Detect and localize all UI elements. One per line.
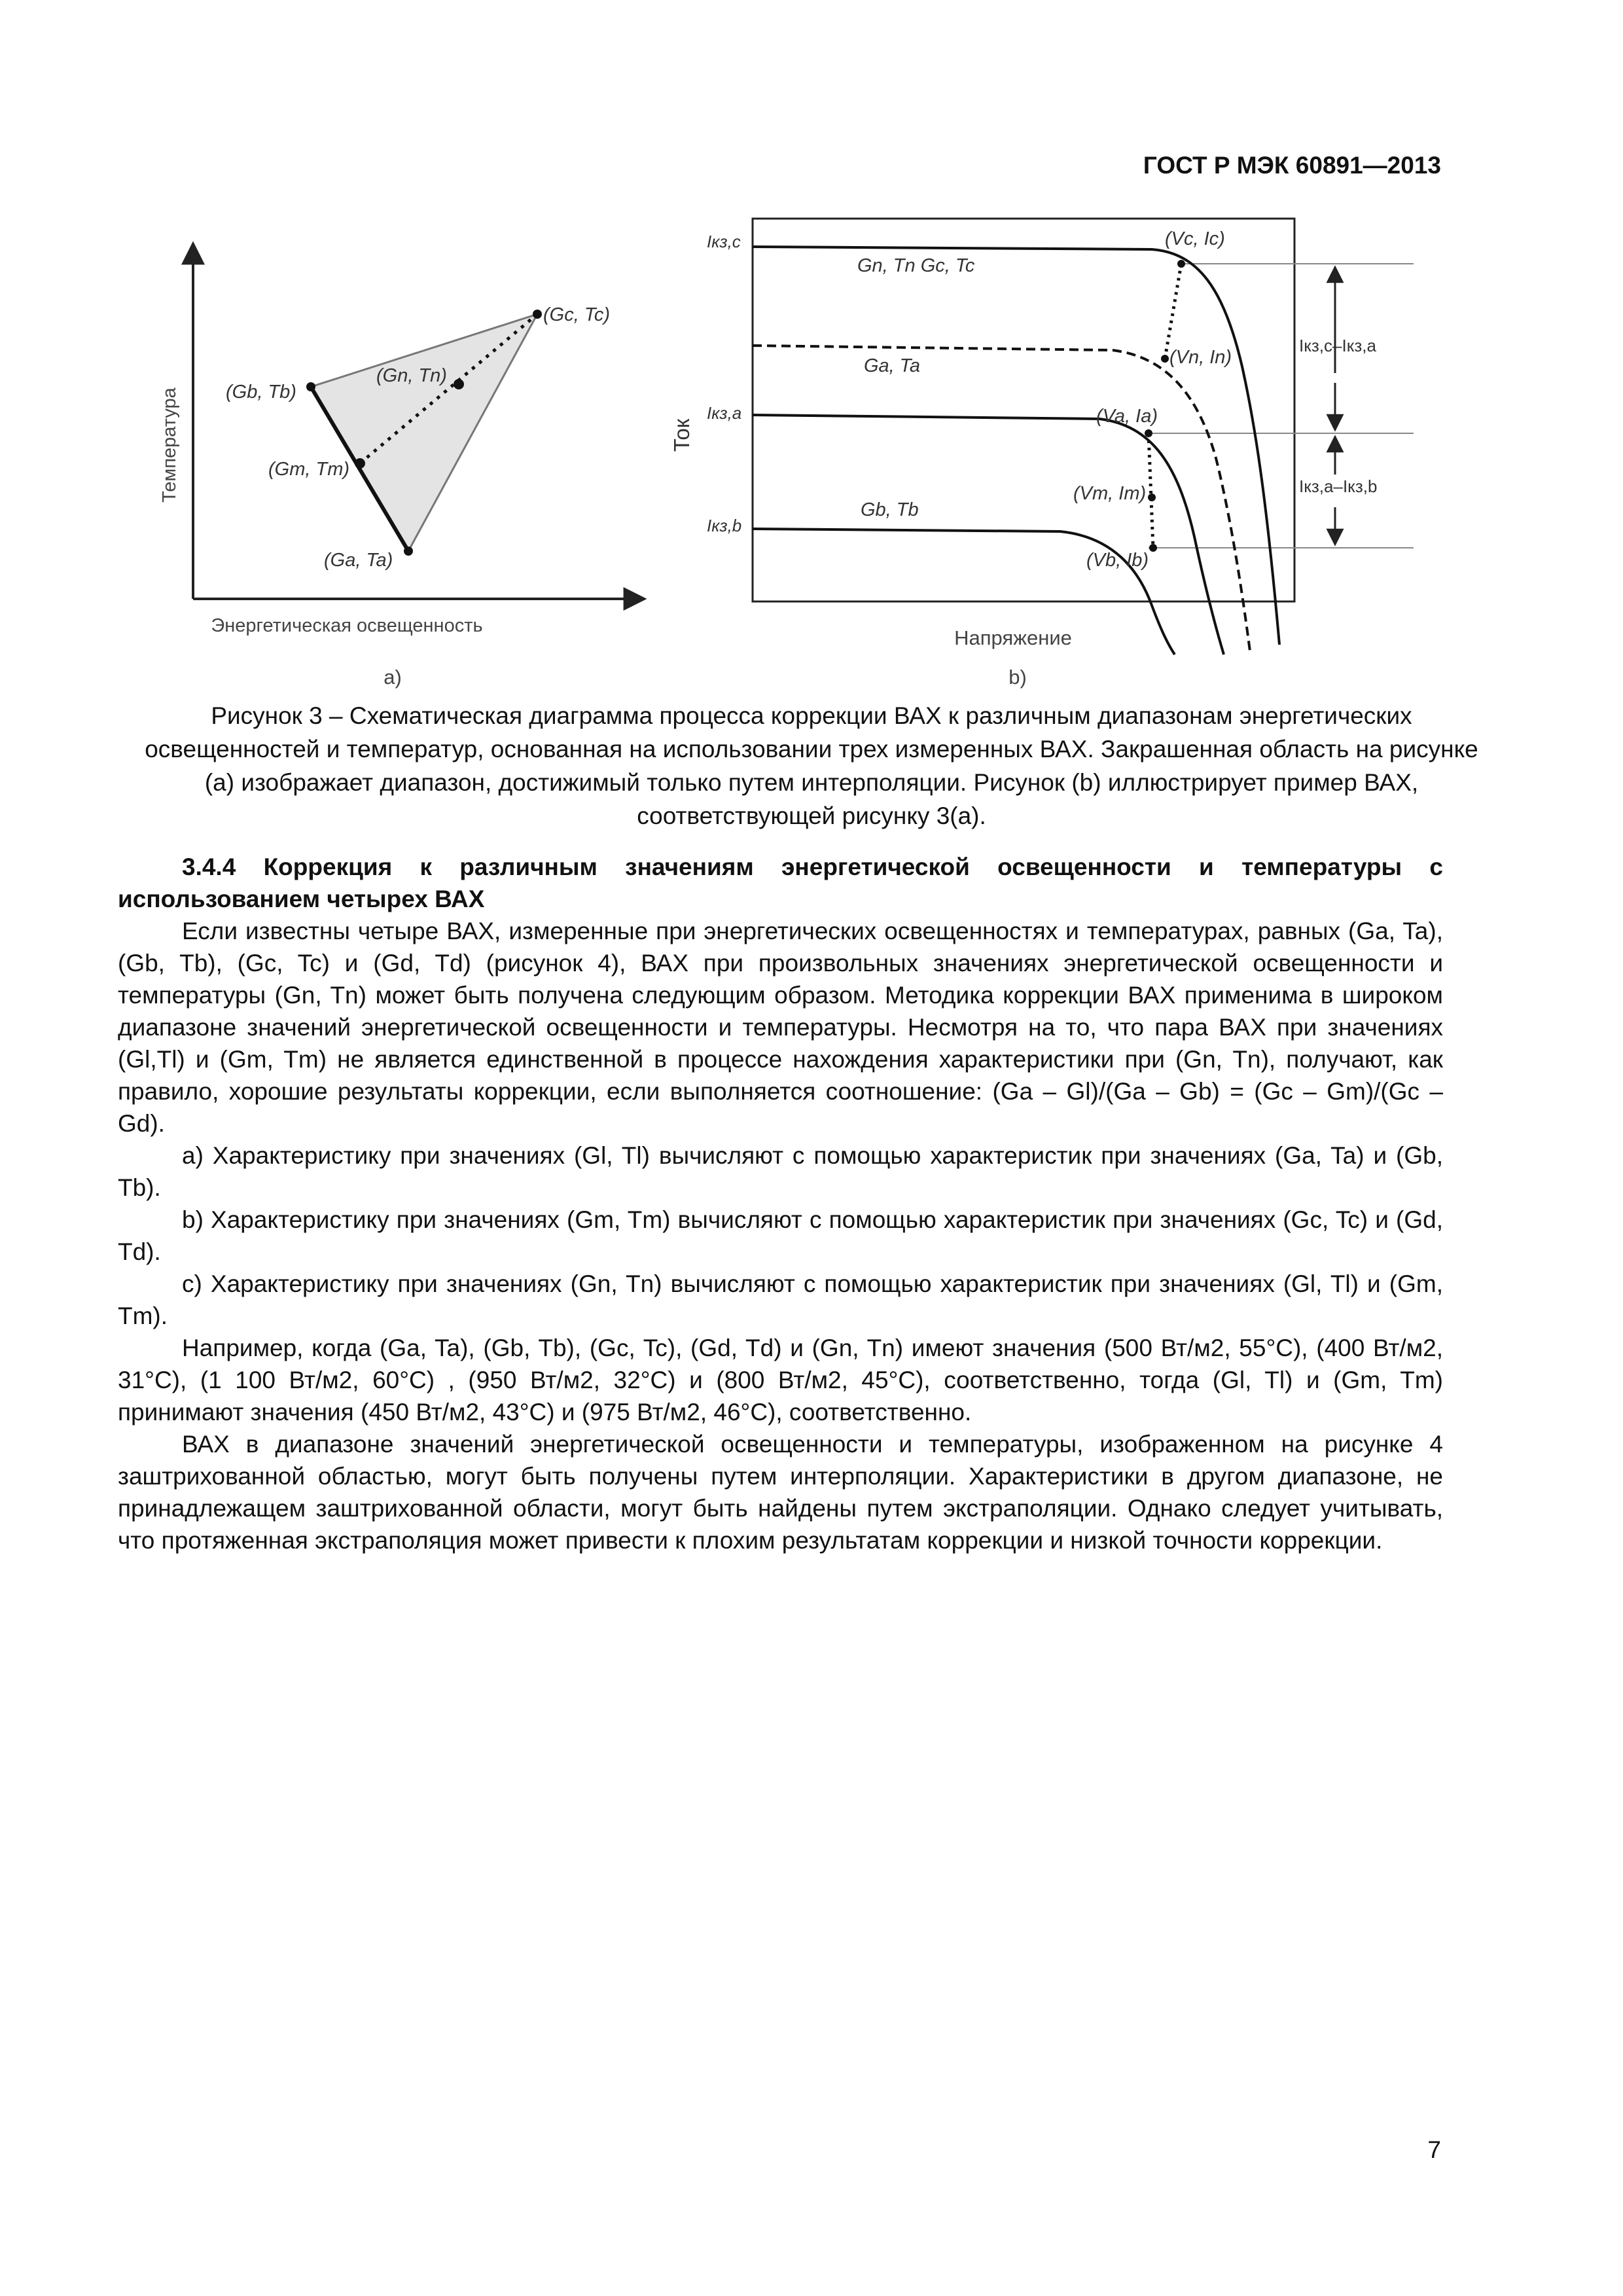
label-pt-c: (Gc, Tc) xyxy=(543,304,611,325)
label-vc: (Vc, Ic) xyxy=(1165,228,1225,249)
label-va: (Va, Ia) xyxy=(1096,406,1158,427)
point-b xyxy=(306,382,315,391)
y-axis-a-label: Температура xyxy=(159,387,180,503)
label-vm: (Vm, Im) xyxy=(1073,483,1147,504)
point-va xyxy=(1145,429,1152,437)
figure-b xyxy=(669,219,1414,689)
label-curve-top: Gn, Tn Gc, Tc xyxy=(857,255,975,276)
curve-top xyxy=(753,247,1279,645)
label-pt-b: (Gb, Tb) xyxy=(226,382,296,403)
label-vn: (Vn, In) xyxy=(1169,347,1232,368)
section-title: 3.4.4 Коррекция к различным значениям энергетической освещенности и температуры с использованием четырех ВАХ xyxy=(118,853,1443,912)
point-vc xyxy=(1177,260,1185,268)
dotted-a-b xyxy=(1149,433,1153,548)
label-pt-a: (Ga, Ta) xyxy=(324,550,393,571)
label-curve-bottom: Gb, Tb xyxy=(861,499,919,520)
paragraph-item-c: c) Характеристику при значениях (Gn, Tn) вычисляют с помощью характеристик при значениях (Gl, Tl) и (Gm, Tm). xyxy=(118,1270,1443,1329)
paragraph-item-a: a) Характеристику при значениях (Gl, Tl) вычисляют с помощью характеристик при значениях (Ga, Ta) и (Gb, Tb). xyxy=(118,1142,1443,1201)
plot-frame-b xyxy=(753,219,1294,601)
figure-3 xyxy=(0,0,1623,707)
label-pt-n: (Gn, Tn) xyxy=(376,365,447,386)
point-m xyxy=(355,458,365,469)
dotted-c-n xyxy=(1165,264,1181,359)
paragraph-1: Если известны четыре ВАХ, измеренные при энергетических освещенностях и температурах, равных (Ga, Ta), (Gb, Tb), (Gc, Tc) и (Gd, Td) (рисунок 4), ВАХ при произвольных значениях энергетической освещенности и температуры (Gn, Tn) может быть получена следующим образом. Методика коррекции ВАХ применима в широком диапазоне значений энергетической освещенности и температуры. Несмотря на то, что пара ВАХ при значениях (Gl,Tl) и (Gm, Tm) не является единственной в процессе нахождения характеристики при (Gn, Tn), получают, как правило, хорошие результаты коррекции, если выполняется соотношение: (Ga – Gl)/(Ga – Gb) = (Gc – Gm)/(Gc – Gd). xyxy=(118,918,1443,1137)
diff-label-1: Iкз,c–Iкз,a xyxy=(1299,336,1376,355)
point-a xyxy=(404,547,413,556)
figure-3-svg xyxy=(0,0,1623,707)
point-vb xyxy=(1149,544,1157,552)
point-n xyxy=(454,379,464,389)
figure-a xyxy=(159,243,645,689)
y-axis-b-label: Ток xyxy=(669,418,694,452)
paragraph-final: ВАХ в диапазоне значений энергетической освещенности и температуры, изображенном на рисунке 4 заштрихованной областью, могут быть получены путем интерполяции. Характеристики в другом диапазоне, не принадлежащем заштрихованной области, могут быть найдены путем экстраполяции. Однако следует учитывать, что протяженная экстраполяция может привести к плохим результатам коррекции и низкой точности коррекции. xyxy=(118,1431,1443,1554)
label-curve-dash: Ga, Ta xyxy=(864,355,920,376)
label-iscb: Iкз,b xyxy=(707,516,742,535)
interpolation-region xyxy=(311,314,537,551)
document-header: ГОСТ Р МЭК 60891—2013 xyxy=(1143,152,1441,179)
figure-a-sublabel: а) xyxy=(383,666,402,689)
diff-label-2: Iкз,a–Iкз,b xyxy=(1299,476,1378,496)
label-isca: Iкз,a xyxy=(707,403,742,423)
x-axis-b-label: Напряжение xyxy=(954,626,1072,649)
figure-caption: Рисунок 3 – Схематическая диаграмма процесса коррекции ВАХ к различным диапазонам энергетических освещенностей и температур, основанная на использовании трех измеренных ВАХ. Закрашенная область на рисунке (а) изображает диапазон, достижимый только путем интерполяции. Рисунок (b) иллюстрирует пример ВАХ, соответствующей рисунку 3(а). xyxy=(145,702,1478,829)
figure-b-sublabel: b) xyxy=(1008,666,1027,689)
paragraph-example: Например, когда (Ga, Ta), (Gb, Tb), (Gc, Tc), (Gd, Td) и (Gn, Tn) имеют значения (500 Вт/м2, 55°C), (400 Вт/м2, 31°C), (1 100 Вт/м2, 60°C) , (950 Вт/м2, 32°C) и (800 Вт/м2, 45°C), соответственно, тогда (Gl, Tl) и (Gm, Tm) принимают значения (450 Вт/м2, 43°C) и (975 Вт/м2, 46°C), соответственно. xyxy=(118,1335,1443,1426)
label-iscc: Iкз,c xyxy=(707,232,741,251)
point-vm xyxy=(1148,493,1156,501)
point-c xyxy=(533,310,542,319)
page-number: 7 xyxy=(1427,2136,1441,2163)
label-vb: (Vb, Ib) xyxy=(1086,550,1149,571)
point-vn xyxy=(1161,355,1169,363)
body-text xyxy=(118,851,1443,1556)
paragraph-item-b: b) Характеристику при значениях (Gm, Tm) вычисляют с помощью характеристик при значениях (Gc, Tc) и (Gd, Td). xyxy=(118,1206,1443,1265)
curve-dash xyxy=(753,346,1250,651)
label-pt-m: (Gm, Tm) xyxy=(268,459,350,480)
x-axis-a-label: Энергетическая освещенность xyxy=(211,615,483,636)
